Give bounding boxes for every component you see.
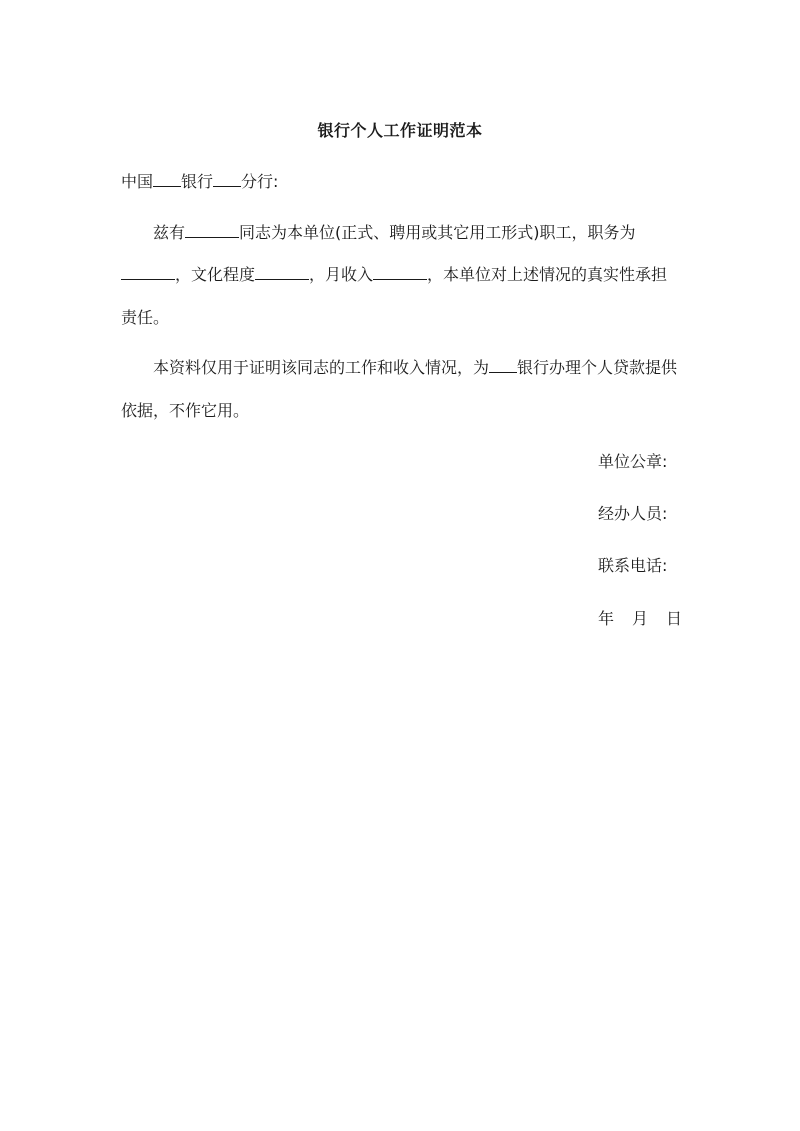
para1-text-d: ，月收入 — [309, 265, 374, 284]
salutation-text-2: 银行 — [181, 172, 214, 191]
name-blank — [185, 223, 239, 238]
bank-name-blank — [153, 172, 181, 187]
date-day: 日 — [666, 609, 683, 628]
para2-line2 — [121, 400, 249, 422]
handler-label: 经办人员: — [598, 504, 668, 523]
para2-line1 — [153, 357, 677, 379]
para1-text-b: 同志为本单位(正式、聘用或其它用工形式)职工，职务为 — [239, 223, 636, 242]
branch-name-blank — [213, 172, 241, 187]
para1-line3 — [121, 307, 169, 329]
date-year: 年 — [598, 609, 615, 628]
loan-bank-blank — [489, 358, 517, 373]
phone-label: 联系电话: — [598, 556, 668, 575]
para1-text-f: 责任。 — [121, 308, 170, 327]
position-blank — [121, 265, 175, 280]
date-month: 月 — [632, 609, 649, 628]
para1-text-e: ，本单位对上述情况的真实性承担 — [427, 265, 668, 284]
para2-text-b: 银行办理个人贷款提供 — [517, 358, 678, 377]
education-blank — [255, 265, 309, 280]
salutation-text-3: 分行: — [241, 172, 279, 191]
date-line — [598, 608, 682, 630]
page-title: 银行个人工作证明范本 — [317, 121, 483, 140]
para1-text-a: 兹有 — [153, 223, 186, 242]
para1-text-c: ，文化程度 — [175, 265, 256, 284]
para1-line2 — [121, 264, 667, 286]
salutation-line — [121, 171, 278, 193]
para2-text-a: 本资料仅用于证明该同志的工作和收入情况，为 — [153, 358, 490, 377]
para1-line1 — [153, 222, 636, 244]
para2-text-c: 依据，不作它用。 — [121, 401, 250, 420]
income-blank — [373, 265, 427, 280]
salutation-text-1: 中国 — [121, 172, 154, 191]
seal-label: 单位公章: — [598, 452, 668, 471]
